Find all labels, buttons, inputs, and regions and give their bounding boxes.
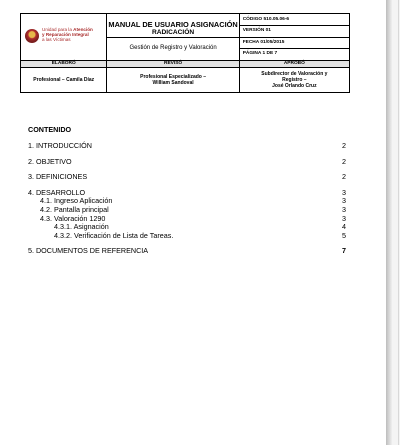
document-header-table [20,13,350,93]
document-date: FECHA 01/05/2015 [240,38,349,50]
aprobo-header: APROBÓ [239,61,349,68]
metadata-cell [239,14,349,61]
page-number: PÁGINA 1 DE 7 [242,51,278,56]
logo-cell [21,14,107,61]
toc-entry[interactable]: 2. OBJETIVO 2 [28,156,346,166]
toc-entry[interactable]: 1. INTRODUCCIÓN 2 [28,141,346,150]
toc-title: CONTENIDO [28,125,72,134]
document-version: VERSIÓN 01 [240,26,349,38]
document-code: CÓDIGO 510.05.06-6 [240,15,349,27]
viewer-border [398,0,399,445]
reviso-person: Profesional Especializado – William Sandoval [107,68,239,93]
document-subtitle: Gestión de Registro y Valoración [107,37,238,55]
reviso-header: REVISÓ [107,61,239,68]
title-cell [107,14,239,61]
document-title-line2: RADICACIÓN [152,28,195,36]
toc-entry[interactable]: 3. DEFINICIONES 2 [28,172,346,182]
coat-of-arms-icon [25,29,39,43]
toc-entry[interactable]: 4. DESARROLLO 3 [28,187,346,197]
toc-entry[interactable]: 4.3.2. Verificación de Lista de Tareas. 5 [54,230,346,240]
elaboro-header: ELABORÓ [21,61,107,68]
toc-entry[interactable]: 4.3.1. Asignación 4 [54,222,346,232]
toc-entry[interactable]: 4.1. Ingreso Aplicación 3 [40,196,346,206]
toc-entry[interactable]: 5. DOCUMENTOS DE REFERENCIA 7 [28,246,346,256]
aprobo-person: Subdirector de Valoración y Registro – José Orlando Cruz [239,68,349,93]
toc-entry[interactable]: 4.3. Valoración 1290 3 [40,213,346,223]
document-title: MANUAL DE USUARIO ASIGNACIÓN [108,19,238,29]
table-of-contents [28,125,346,256]
elaboro-person: Profesional – Camila Díaz [21,68,107,93]
toc-entry[interactable]: 4.2. Pantalla principal 3 [40,204,346,214]
organization-logo-text: Unidad para la Atención y Reparación Integral a las Víctimas [42,27,93,42]
